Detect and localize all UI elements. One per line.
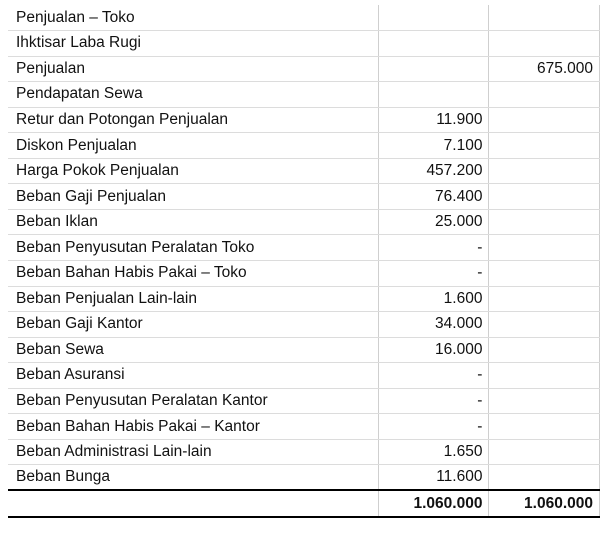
account-cell[interactable]: Beban Bahan Habis Pakai – Kantor [8, 414, 378, 440]
table-row [8, 260, 600, 286]
debit-cell[interactable]: 16.000 [378, 337, 489, 363]
credit-cell[interactable]: 675.000 [489, 56, 600, 82]
table-row [8, 209, 600, 235]
credit-cell[interactable] [489, 5, 600, 31]
credit-cell[interactable] [489, 363, 600, 389]
debit-cell[interactable] [378, 56, 489, 82]
account-cell[interactable]: Beban Asuransi [8, 363, 378, 389]
debit-cell[interactable] [378, 5, 489, 31]
debit-cell[interactable]: 1.650 [378, 439, 489, 465]
account-cell[interactable]: Penjualan – Toko [8, 5, 378, 31]
debit-cell[interactable]: - [378, 260, 489, 286]
credit-cell[interactable] [489, 465, 600, 491]
account-cell[interactable]: Beban Gaji Penjualan [8, 184, 378, 210]
table-row [8, 439, 600, 465]
account-cell[interactable]: Penjualan [8, 56, 378, 82]
table-row [8, 56, 600, 82]
table-row [8, 235, 600, 261]
debit-cell[interactable] [378, 31, 489, 57]
credit-cell[interactable] [489, 209, 600, 235]
credit-cell[interactable] [489, 184, 600, 210]
total-account-cell[interactable] [8, 490, 378, 517]
account-cell[interactable]: Beban Bahan Habis Pakai – Toko [8, 260, 378, 286]
debit-cell[interactable]: 457.200 [378, 158, 489, 184]
account-cell[interactable]: Beban Administrasi Lain-lain [8, 439, 378, 465]
table-row [8, 363, 600, 389]
debit-cell[interactable]: 11.600 [378, 465, 489, 491]
table-row [8, 337, 600, 363]
table-row [8, 184, 600, 210]
account-cell[interactable]: Beban Penyusutan Peralatan Toko [8, 235, 378, 261]
debit-cell[interactable]: - [378, 388, 489, 414]
credit-cell[interactable] [489, 388, 600, 414]
credit-cell[interactable] [489, 31, 600, 57]
table-row [8, 158, 600, 184]
account-cell[interactable]: Beban Penyusutan Peralatan Kantor [8, 388, 378, 414]
account-cell[interactable]: Ihktisar Laba Rugi [8, 31, 378, 57]
debit-cell[interactable]: 34.000 [378, 312, 489, 338]
table-row [8, 286, 600, 312]
credit-cell[interactable] [489, 286, 600, 312]
credit-cell[interactable] [489, 158, 600, 184]
total-credit-cell[interactable]: 1.060.000 [489, 490, 600, 517]
credit-cell[interactable] [489, 107, 600, 133]
journal-table [8, 5, 600, 518]
credit-cell[interactable] [489, 439, 600, 465]
account-cell[interactable]: Retur dan Potongan Penjualan [8, 107, 378, 133]
account-cell[interactable]: Beban Sewa [8, 337, 378, 363]
account-cell[interactable]: Pendapatan Sewa [8, 82, 378, 108]
table-row [8, 107, 600, 133]
table-row [8, 82, 600, 108]
debit-cell[interactable]: 25.000 [378, 209, 489, 235]
debit-cell[interactable]: - [378, 363, 489, 389]
total-row [8, 490, 600, 517]
table-row [8, 133, 600, 159]
debit-cell[interactable]: 1.600 [378, 286, 489, 312]
credit-cell[interactable] [489, 312, 600, 338]
table-row [8, 465, 600, 491]
account-cell[interactable]: Harga Pokok Penjualan [8, 158, 378, 184]
debit-cell[interactable]: 7.100 [378, 133, 489, 159]
account-cell[interactable]: Beban Gaji Kantor [8, 312, 378, 338]
credit-cell[interactable] [489, 133, 600, 159]
account-cell[interactable]: Beban Iklan [8, 209, 378, 235]
debit-cell[interactable] [378, 82, 489, 108]
credit-cell[interactable] [489, 414, 600, 440]
credit-cell[interactable] [489, 235, 600, 261]
credit-cell[interactable] [489, 260, 600, 286]
table-row [8, 312, 600, 338]
journal-rows [8, 5, 600, 490]
debit-cell[interactable]: - [378, 414, 489, 440]
table-row [8, 31, 600, 57]
table-row [8, 5, 600, 31]
table-row [8, 388, 600, 414]
debit-cell[interactable]: - [378, 235, 489, 261]
account-cell[interactable]: Beban Penjualan Lain-lain [8, 286, 378, 312]
table-row [8, 414, 600, 440]
credit-cell[interactable] [489, 82, 600, 108]
debit-cell[interactable]: 76.400 [378, 184, 489, 210]
account-cell[interactable]: Beban Bunga [8, 465, 378, 491]
debit-cell[interactable]: 11.900 [378, 107, 489, 133]
account-cell[interactable]: Diskon Penjualan [8, 133, 378, 159]
credit-cell[interactable] [489, 337, 600, 363]
total-debit-cell[interactable]: 1.060.000 [378, 490, 489, 517]
